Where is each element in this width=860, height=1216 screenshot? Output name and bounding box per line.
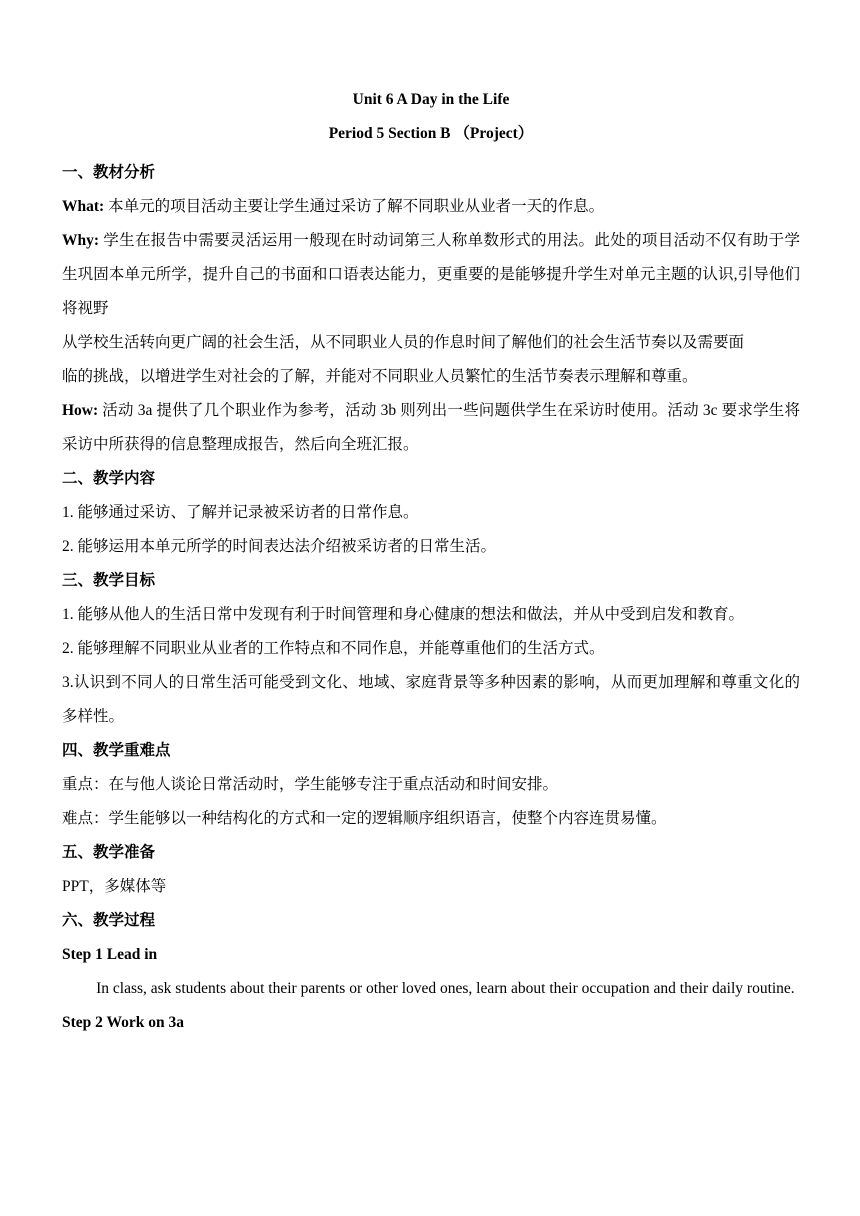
content-item-2: 2. 能够运用本单元所学的时间表达法介绍被采访者的日常生活。 (62, 538, 497, 555)
what-paragraph (62, 190, 800, 224)
step1-text: In class, ask students about their parents or other loved ones, learn about their occupation and their daily routine. (96, 980, 795, 997)
section-heading-process: 六、教学过程 (62, 912, 156, 929)
difficult-point: 难点：学生能够以一种结构化的方式和一定的逻辑顺序组织语言，使整个内容连贯易懂。 (62, 810, 667, 827)
why-text: 学生在报告中需要灵活运用一般现在时动词第三人称单数形式的用法。此处的项目活动不仅有助于学生巩固本单元所学，提升自己的书面和口语表达能力，更重要的是能够提升学生对单元主题的认识,引导他们将视野 (62, 232, 800, 317)
how-text: 活动 3a 提供了几个职业作为参考，活动 3b 则列出一些问题供学生在采访时使用。活动 3c 要求学生将采访中所获得的信息整理成报告，然后向全班汇报。 (62, 402, 800, 453)
objective-item-1: 1. 能够从他人的生活日常中发现有利于时间管理和身心健康的想法和做法，并从中受到启发和教育。 (62, 606, 745, 623)
how-label: How: (62, 402, 99, 419)
step1-heading: Step 1 Lead in (62, 946, 158, 963)
objective-item-3: 3.认识到不同人的日常生活可能受到文化、地域、家庭背景等多种因素的影响，从而更加理解和尊重文化的多样性。 (62, 674, 800, 725)
unit-title: Unit 6 A Day in the Life (352, 91, 510, 108)
section-heading-key-points: 四、教学重难点 (62, 742, 171, 759)
what-text: 本单元的项目活动主要让学生通过采访了解不同职业从业者一天的作息。 (104, 198, 605, 215)
section-heading-content: 二、教学内容 (62, 470, 156, 487)
preparation-text: PPT，多媒体等 (62, 878, 167, 895)
how-paragraph (62, 394, 800, 462)
objective-item-2: 2. 能够理解不同职业从业者的工作特点和不同作息，并能尊重他们的生活方式。 (62, 640, 605, 657)
content-item-1: 1. 能够通过采访、了解并记录被采访者的日常作息。 (62, 504, 419, 521)
key-point: 重点：在与他人谈论日常活动时，学生能够专注于重点活动和时间安排。 (62, 776, 559, 793)
step2-heading: Step 2 Work on 3a (62, 1014, 185, 1031)
document-body (62, 88, 800, 1040)
why-label: Why: (62, 232, 100, 249)
what-label: What: (62, 198, 105, 215)
section-heading-preparation: 五、教学准备 (62, 844, 156, 861)
why-paragraph-2: 从学校生活转向更广阔的社会生活，从不同职业人员的作息时间了解他们的社会生活节奏以及需要面 (62, 334, 745, 351)
why-paragraph-3: 临的挑战，以增进学生对社会的了解，并能对不同职业人员繁忙的生活节奏表示理解和尊重。 (62, 368, 698, 385)
why-paragraph (62, 224, 800, 326)
section-heading-objectives: 三、教学目标 (62, 572, 156, 589)
section-heading-analysis: 一、教材分析 (62, 164, 156, 181)
period-title: Period 5 Section B （Project） (328, 125, 534, 142)
